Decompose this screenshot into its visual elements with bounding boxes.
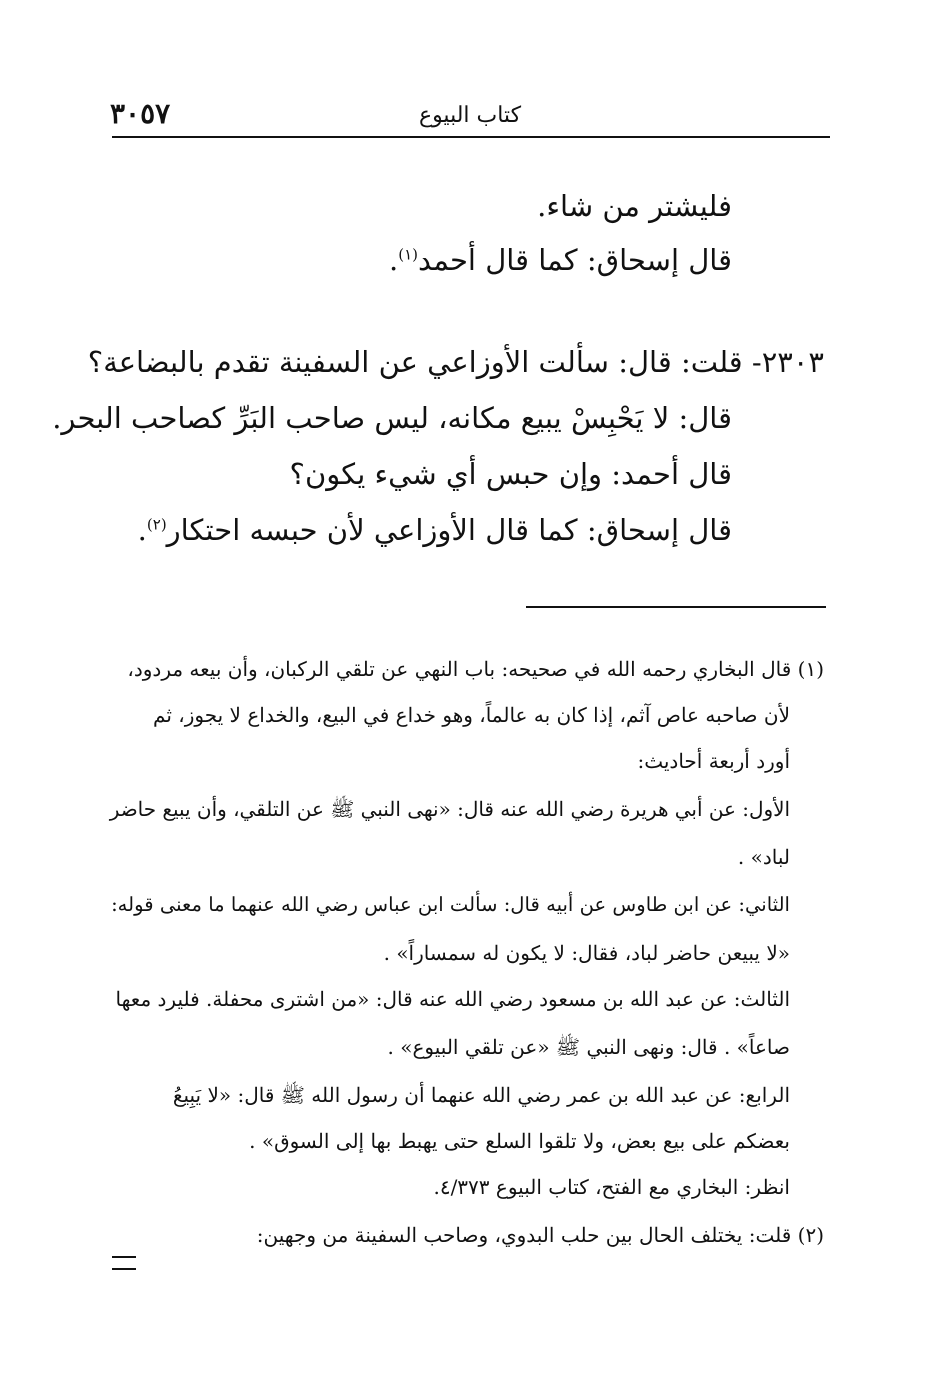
text-line: قال: لا يَحْبِسْ يبيع مكانه، ليس صاحب البَرِّ كصاحب البحر. <box>52 401 732 435</box>
text-line: فليشتر من شاء. <box>537 189 732 223</box>
footnote-line: (٢) قلت: يختلف الحال بين حلب البدوي، وصاحب السفينة من وجهين: <box>256 1223 824 1247</box>
text-line: قال إسحاق: كما قال الأوزاعي لأن حبسه احتكار$^{(٢)}$. <box>137 513 732 547</box>
footnote-line: بعضكم على بيع بعض، ولا تلقوا السلع حتى يهبط بها إلى السوق» . <box>249 1129 790 1153</box>
footnote-line: لأن صاحبه عاص آثم، إذا كان به عالماً، وهو خداع في البيع، والخداع لا يجوز، ثم <box>153 703 790 727</box>
footnote-line: (١) قال البخاري رحمه الله في صحيحه: باب النهي عن تلقي الركبان، وأن بيعه مردود، <box>127 657 824 681</box>
page-number: ٣٠٥٧ <box>110 97 171 130</box>
main-text-continuation <box>52 0 732 600</box>
footnote-line: أورد أربعة أحاديث: <box>637 749 790 773</box>
footnote-ref[interactable]: (٢) <box>146 515 167 534</box>
running-title: كتاب البيوع <box>418 103 522 128</box>
footnote-line: الثاني: عن ابن طاوس عن أبيه قال: سألت ابن عباس رضي الله عنهما ما معنى قوله: <box>111 893 790 916</box>
footnote-rule <box>526 606 826 608</box>
footnote-line: انظر: البخاري مع الفتح، كتاب البيوع ٤/٣٧٣. <box>433 1175 790 1199</box>
text-line: قال أحمد: وإن حبس أي شيء يكون؟ <box>289 457 732 491</box>
continuation-mark <box>112 1256 136 1270</box>
footnote-line: الثالث: عن عبد الله بن مسعود رضي الله عنه قال: «من اشترى محفلة. فليرد معها <box>115 987 790 1011</box>
footnote-line: «لا يبيعن حاضر لباد، فقال: لا يكون له سمساراً» . <box>383 941 790 965</box>
footnote-line: لباد» . <box>737 845 790 869</box>
footnote-line: الرابع: عن عبد الله بن عمر رضي الله عنهما أن رسول الله ﷺ قال: «لا يَبِيعُ <box>172 1083 790 1107</box>
footnote-line: صاعاً» . قال: ونهى النبي ﷺ «عن تلقي البيوع» . <box>387 1035 790 1059</box>
footnote-ref[interactable]: (١) <box>398 245 419 264</box>
entry-heading: ٢٣٠٣- قلت: قال: سألت الأوزاعي عن السفينة تقدم بالبضاعة؟ <box>87 345 824 379</box>
footnote-line: الأول: عن أبي هريرة رضي الله عنه قال: «نهى النبي ﷺ عن التلقي، وأن يبيع حاضر <box>109 797 790 821</box>
text-line: قال إسحاق: كما قال أحمد$^{(١)}$. <box>389 243 732 277</box>
